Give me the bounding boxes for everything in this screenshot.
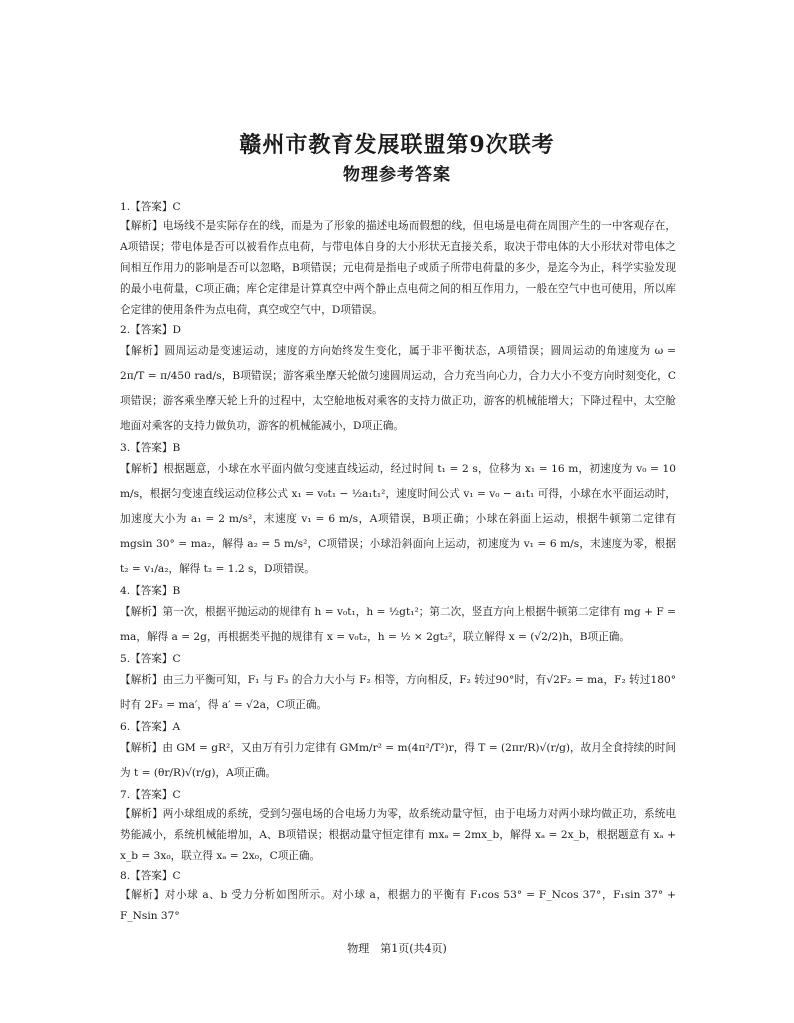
analysis-text: 【解析】对小球 a、b 受力分析如图所示。对小球 a，根据力的平衡有 F₁cos 53° = F_Ncos 37°，F₁sin 37° + F_Nsin 37° (120, 889, 676, 922)
answer-line: 7.【答案】C (120, 789, 181, 801)
answer-line: 1.【答案】C (120, 201, 181, 213)
analysis-text: 【解析】由三力平衡可知，F₁ 与 F₃ 的合力大小与 F₂ 相等，方向相反，F₂ 转过90°时，有√2F₂ = ma，F₂ 转过180°时有 2F₂ = ma′，得 a′ = √2a，C项正确。 (120, 674, 676, 711)
answer-line: 6.【答案】A (120, 721, 181, 733)
question-5 (120, 650, 676, 718)
analysis-text: 【解析】两小球组成的系统，受到匀强电场的合电场力为零，故系统动量守恒，由于电场力对两小球均做正功，系统电势能减小，系统机械能增加，A、B项错误；根据动量守恒定律有 mxₐ = 2mx_b，解得 xₐ = 2x_b，根据题意有 xₐ + x_b = 3x₀，联立得 xₐ = 2x₀，C项正确。 (120, 808, 676, 862)
answer-line: 8.【答案】C (120, 870, 181, 882)
question-1 (120, 198, 676, 321)
question-4 (120, 582, 676, 650)
question-7 (120, 786, 676, 867)
page-title: 赣州市教育发展联盟第9次联考 (239, 132, 555, 158)
analysis-text: 【解析】由 GM = gR²，又由万有引力定律有 GMm/r² = m(4π²/T²)r，得 T = (2πr/R)√(r/g)，故月全食持续的时间为 t = (θr/R)√(r/g)，A项正确。 (120, 742, 676, 779)
answer-line: 5.【答案】C (120, 653, 181, 665)
question-2 (120, 321, 676, 439)
analysis-text: 【解析】电场线不是实际存在的线，而是为了形象的描述电场而假想的线，但电场是电荷在周围产生的一中客观存在，A项错误；带电体是否可以被看作点电荷，与带电体自身的大小形状无直接关系，取决于带电体的大小形状对带电体之间相互作用力的影响是否可以忽略，B项错误；元电荷是指电子或质子所带电荷量的多少，是迄今为止，科学实验发现的最小电荷量，C项正确；库仑定律是计算真空中两个静止点电荷之间的相互作用力，一般在空气中也可使用，所以库仑定律的使用条件为点电荷，真空或空气中，D项错误。 (120, 220, 676, 316)
analysis-text: 【解析】第一次，根据平抛运动的规律有 h = v₀t₁，h = ½gt₁²；第二次，竖直方向上根据牛顿第二定律有 mg + F = ma，解得 a = 2g，再根据类平抛的规律有 x = v₀t₂，h = ½ × 2gt₂²，联立解得 x = (√2/2)h，B项正确。 (120, 606, 676, 643)
page-footer: 物理 第1页(共4页) (347, 942, 447, 955)
question-6 (120, 718, 676, 786)
answer-line: 4.【答案】B (120, 585, 181, 597)
question-8 (120, 867, 676, 927)
answer-content (120, 198, 676, 927)
question-3 (120, 439, 676, 582)
answer-line: 2.【答案】D (120, 324, 181, 336)
answer-line: 3.【答案】B (120, 442, 181, 454)
analysis-text: 【解析】圆周运动是变速运动，速度的方向始终发生变化，属于非平衡状态，A项错误；圆周运动的角速度为 ω = 2π/T = π/450 rad/s，B项错误；游客乘坐摩天轮做匀速圆周运动，合力充当向心力，合力大小不变方向时刻变化，C项错误；游客乘坐摩天轮上升的过程中，太空舱地板对乘客的支持力做正功，游客的机械能增大；下降过程中，太空舱地面对乘客的支持力做负功，游客的机械能减小，D项正确。 (120, 345, 676, 432)
page-subtitle: 物理参考答案 (343, 165, 451, 185)
analysis-text: 【解析】根据题意，小球在水平面内做匀变速直线运动，经过时间 t₁ = 2 s，位移为 x₁ = 16 m，初速度为 v₀ = 10 m/s，根据匀变速直线运动位移公式 x₁ = v₀t₁ − ½a₁t₁²，速度时间公式 v₁ = v₀ − a₁t₁ 可得，小球在水平面运动时，加速度大小为 a₁ = 2 m/s²，末速度 v₁ = 6 m/s，A项错误，B项正确；小球在斜面上运动，根据牛顿第二定律有 mgsin 30° = ma₂，解得 a₂ = 5 m/s²，C项错误；小球沿斜面向上运动，初速度为 v₁ = 6 m/s，末速度为零，根据 t₂ = v₁/a₂，解得 t₂ = 1.2 s，D项错误。 (120, 463, 676, 575)
